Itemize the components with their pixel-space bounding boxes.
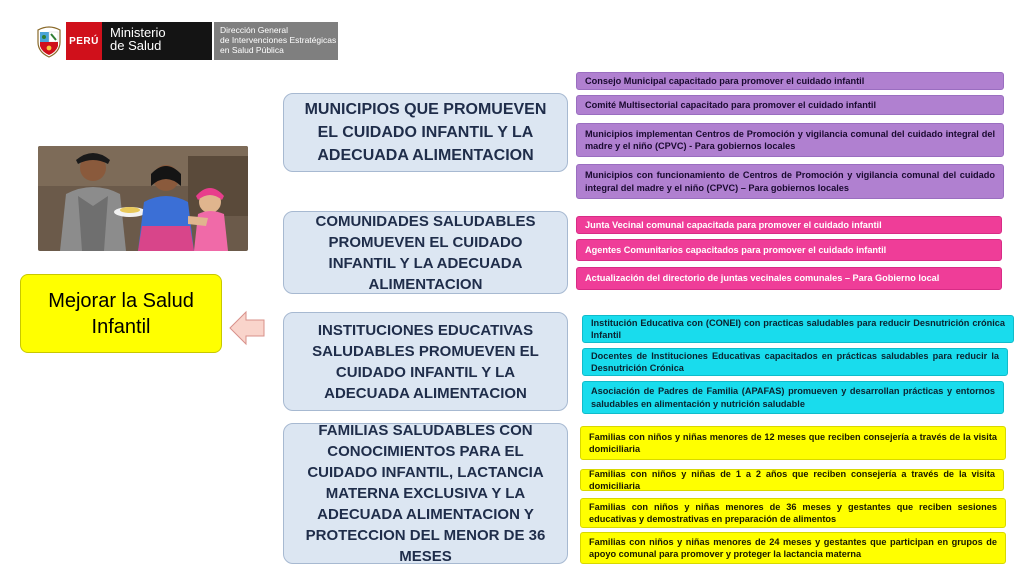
familias-item: Familias con niños y niñas de 1 a 2 años que reciben consejería a través de la visita domiciliaria [580, 469, 1004, 491]
direction-line-3: en Salud Pública [220, 45, 284, 55]
ministry-name [102, 22, 212, 60]
municipios-item: Comité Multisectorial capacitado para promover el cuidado infantil [576, 95, 1004, 115]
category-familias: FAMILIAS SALUDABLES CON CONOCIMIENTOS PARA EL CUIDADO INFANTIL, LACTANCIA MATERNA EXCLUSIVA Y LA ADECUADA ALIMENTACION Y PROTECCION DEL MENOR DE 36 MESES [283, 423, 568, 564]
comunidades-item: Junta Vecinal comunal capacitada para promover el cuidado infantil [576, 216, 1002, 234]
municipios-item: Municipios con funcionamiento de Centros de Promoción y vigilancia comunal del cuidado integral del madre y el niño (CPVC) – Para gobiernos locales [576, 164, 1004, 199]
instituciones-item: Docentes de Instituciones Educativas capacitados en prácticas saludables para reducir la Desnutrición Crónica [582, 348, 1008, 376]
coat-of-arms-icon [36, 24, 62, 58]
familias-item: Familias con niños y niñas menores de 36 meses y gestantes que reciben sesiones educativas y demostrativas en preparación de alimentos [580, 498, 1006, 528]
familias-item: Familias con niños y niñas menores de 12 meses que reciben consejería a través de la visita domiciliaria [580, 426, 1006, 460]
comunidades-item: Agentes Comunitarios capacitados para promover el cuidado infantil [576, 239, 1002, 261]
goal-box: Mejorar la Salud Infantil [20, 274, 222, 353]
direction-line-1: Dirección General [220, 25, 289, 35]
municipios-item: Consejo Municipal capacitado para promover el cuidado infantil [576, 72, 1004, 90]
municipios-item: Municipios implementan Centros de Promoción y vigilancia comunal del cuidado integral del madre y el niño (CPVC) - Para gobiernos locales [576, 123, 1004, 157]
ministry-logo [36, 22, 338, 60]
instituciones-item: Asociación de Padres de Familia (APAFAS) promueven y desarrollan prácticas y entornos saludables en alimentación y nutrición saludable [582, 381, 1004, 414]
peru-label: PERÚ [66, 22, 102, 60]
family-photo [38, 146, 248, 251]
category-instituciones: INSTITUCIONES EDUCATIVAS SALUDABLES PROMUEVEN EL CUIDADO INFANTIL Y LA ADECUADA ALIMENTACION [283, 312, 568, 411]
arrow-left-icon [228, 310, 266, 346]
category-municipios: MUNICIPIOS QUE PROMUEVEN EL CUIDADO INFANTIL Y LA ADECUADA ALIMENTACION [283, 93, 568, 172]
direction-name [212, 22, 338, 60]
ministry-line-1: Ministerio [110, 25, 166, 40]
direction-line-2: de Intervenciones Estratégicas [220, 35, 337, 45]
familias-item: Familias con niños y niñas menores de 24 meses y gestantes que participan en grupos de apoyo comunal para promover y proteger la lactancia materna [580, 532, 1006, 564]
instituciones-item: Institución Educativa con (CONEI) con practicas saludables para reducir Desnutrición crónica Infantil [582, 315, 1014, 343]
comunidades-item: Actualización del directorio de juntas vecinales comunales – Para Gobierno local [576, 267, 1002, 290]
ministry-line-2: de Salud [110, 38, 162, 53]
category-comunidades: COMUNIDADES SALUDABLES PROMUEVEN EL CUIDADO INFANTIL Y LA ADECUADA ALIMENTACION [283, 211, 568, 294]
